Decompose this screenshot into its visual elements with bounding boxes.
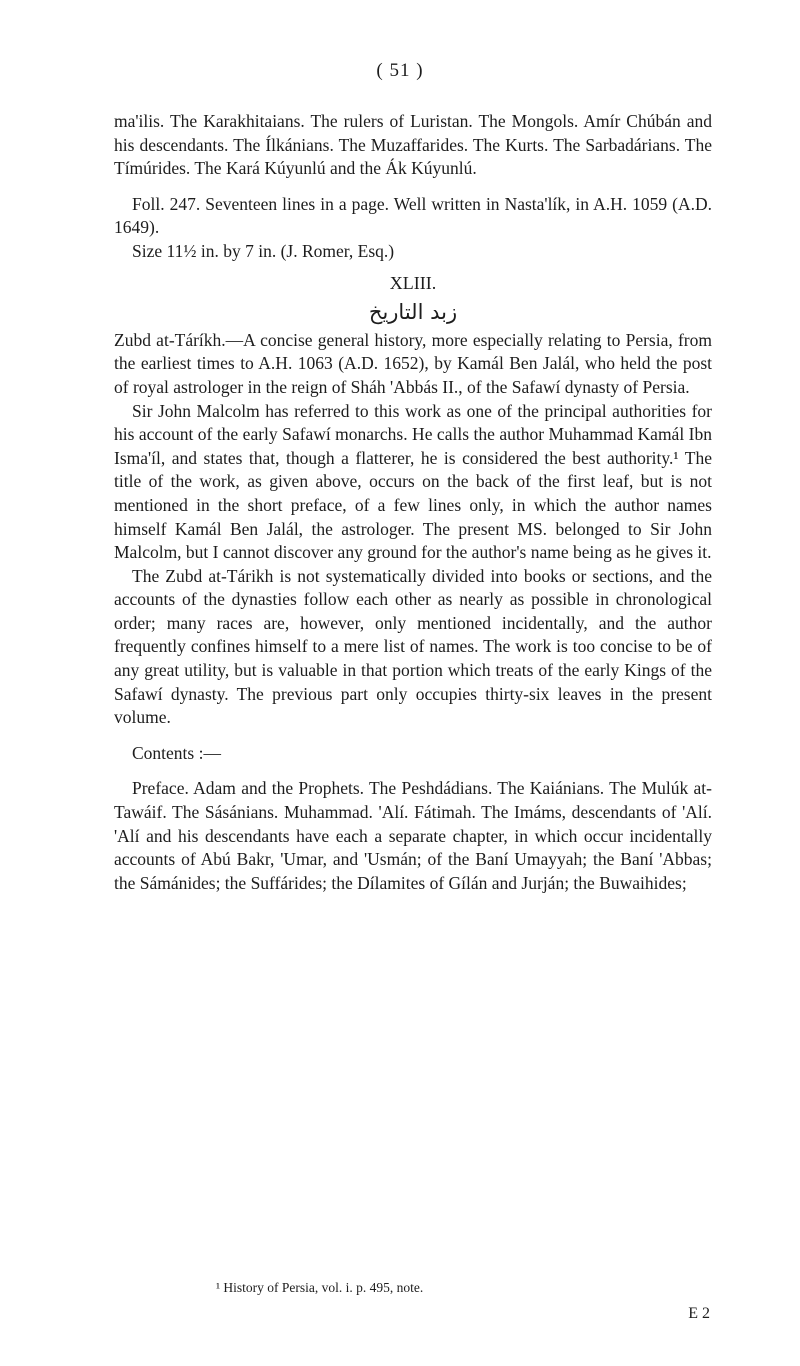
signature-mark: E 2 — [688, 1305, 710, 1322]
paragraph-ms-description: Foll. 247. Seventeen lines in a page. Well written in Nasta'lík, in A.H. 1059 (A.D. 1649). — [114, 193, 712, 238]
paragraph-zubd-intro: Zubd at-Táríkh.—A concise general history, more especially relating to Persia, from the earliest times to A.H. 1063 (A.D. 1652), by Kamál Ben Jalál, who held the post of royal astrologer in the reign of Sháh 'Abbás II., of the Safawí dynasty of Persia. — [114, 329, 712, 397]
text-column — [114, 110, 712, 895]
paragraph-dynasties-list: ma'ilis. The Karakhitaians. The rulers of Luristan. The Mongols. Amír Chúbán and his descendants. The Ílkánians. The Muzaffarides. The Kurts. The Sarbadárians. The Tímúrides. The Kará Kúyunlú and the Ák Kúyunlú. — [114, 111, 712, 179]
page-number: ( 51 ) — [376, 60, 424, 81]
paragraph-malcolm: Sir John Malcolm has referred to this work as one of the principal authorities for his account of the early Safawí monarchs. He calls the author Muhammad Kamál Ibn Isma'íl, and states that, though a flatterer, he is considered the best authority.¹ The title of the work, as given above, occurs on the back of the first leaf, but is not mentioned in the short preface, of a few lines only, in which the author names himself Kamál Ben Jalál, the astrologer. The present MS. belonged to Sir John Malcolm, but I cannot discover any ground for the author's name being as he gives it. — [114, 400, 712, 563]
paragraph-ms-size: Size 11½ in. by 7 in. (J. Romer, Esq.) — [132, 240, 395, 261]
paragraph-contents: Preface. Adam and the Prophets. The Peshdádians. The Kaiánians. The Mulúk at-Tawáif. The Sásánians. Muhammad. 'Alí. Fátimah. The Imáms, descendants of 'Alí. 'Alí and his descendants have each a separate chapter, in which occur incidentally accounts of Abú Bakr, 'Umar, and 'Usmán; of the Baní Umayyah; the Baní 'Abbas; the Sámánides; the Suffárides; the Dílamites of Gílán and Jurján; the Buwaihides; — [114, 778, 712, 893]
entry-number: XLIII. — [389, 272, 437, 293]
contents-label: Contents :— — [132, 742, 221, 763]
arabic-title: زبد التاريخ — [368, 300, 458, 325]
paragraph-structure: The Zubd at-Tárikh is not systematically divided into books or sections, and the accounts of the dynasties follow each other as nearly as possible in chronological order; many races are, however, only mentioned incidentally, and the author frequently confines himself to a mere list of names. The work is too concise to be of any great utility, but is valuable in that portion which treats of the early Kings of the Safawí dynasty. The previous part only occupies thirty-six leaves in the present volume. — [114, 565, 712, 728]
footnote: ¹ History of Persia, vol. i. p. 495, note. — [216, 1280, 424, 1295]
